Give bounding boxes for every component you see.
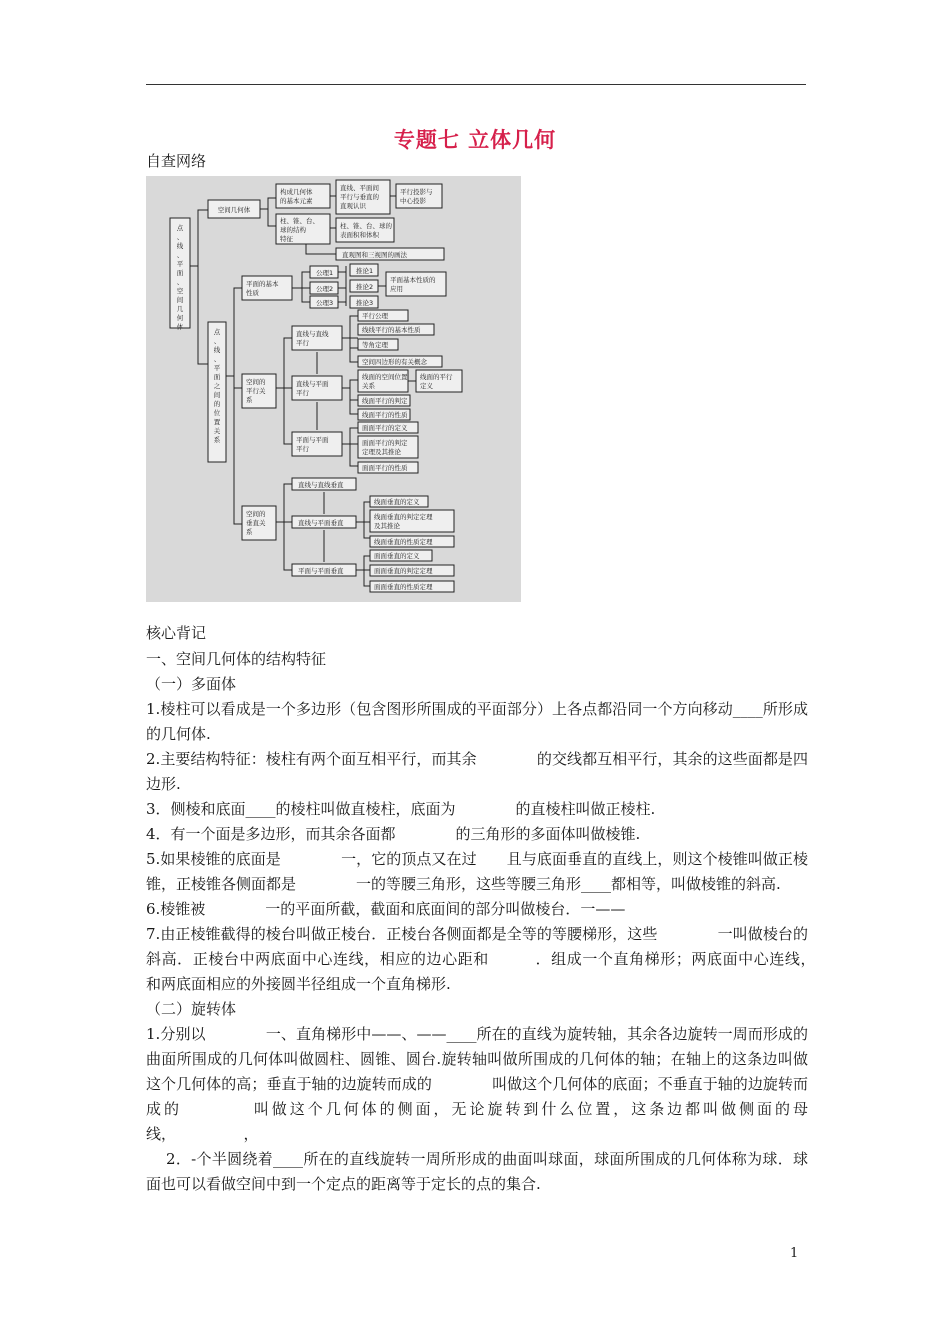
- diagram-label-projection: 平行投影与中心投影: [400, 188, 433, 205]
- diagram-label-ll-prop: 线线平行的基本性质: [362, 326, 421, 334]
- section-network-heading: 自查网络: [146, 152, 207, 170]
- diagram-label-axiom1: 公理1: [316, 269, 334, 277]
- diagram-label-structure: 柱、锥、台、球的结构特征: [280, 217, 319, 243]
- diagram-label-pp-prop: 面面平行的性质: [362, 464, 408, 472]
- diagram-label-equal-angle: 等角定理: [362, 341, 388, 349]
- diagram-label-pp-perp: 平面与平面垂直: [298, 567, 344, 575]
- diagram-label-root: 点、线、平面、空间几何体: [176, 224, 184, 331]
- page-number: 1: [790, 1246, 799, 1261]
- paragraph-1: 1.棱柱可以看成是一个多边形（包含图形所围成的平面部分）上各点都沿同一个方向移动____所形成的几何体.: [146, 700, 808, 743]
- diagram-label-ppp-judge: 面面垂直的判定定理: [374, 567, 433, 575]
- diagram-label-cor2: 推论2: [356, 283, 374, 291]
- diagram-label-ll-perp: 直线与直线垂直: [298, 481, 344, 489]
- diagram-label-lp-par: 直线与平面平行: [296, 380, 329, 397]
- paragraph-5: 5.如果棱锥的底面是 一，它的顶点又在过 且与底面垂直的直线上，则这个棱锥叫做正棱锥，正棱锥各侧面都是 一的等腰三角形，这些等腰三角形____都相等，叫做棱锥的斜高.: [146, 850, 808, 893]
- paragraph-rot-1: 1.分别以 一、直角梯形中——、——____所在的直线为旋转轴，其余各边旋转一周而形成的曲面所围成的几何体叫做圆柱、圆锥、圆台.旋转轴叫做所围成的几何体的轴；在轴上的这条边叫做这个几何体的高；垂直于轴的边旋转而成的 叫做这个几何体的底面；不垂直于轴的边旋转而成的 叫做这个几何体的侧面，无论旋转到什么位置，这条边都叫做侧面的母线， ，: [146, 1025, 808, 1143]
- diagram-label-surface-volume: 柱、锥、台、球的表面积和体积: [340, 222, 392, 239]
- paragraph-2: 2.主要结构特征：棱柱有两个面互相平行，而其余 的交线都互相平行，其余的这些面都是四边形.: [146, 750, 808, 793]
- diagram-label-spatial: 空间几何体: [217, 206, 251, 214]
- diagram-label-plane-basic: 平面的基本性质: [246, 280, 279, 297]
- diagram-label-pp-def: 面面平行的定义: [362, 424, 408, 432]
- subheading-rotation: （二）旋转体: [146, 1000, 237, 1018]
- paragraph-rot-2: 2．-个半圆绕着____所在的直线旋转一周所形成的曲面叫球面，球面所围成的几何体称为球．球面也可以看做空间中到一个定点的距离等于定长的点的集合.: [146, 1150, 808, 1193]
- document-body: [146, 647, 869, 1197]
- diagram-label-parallel: 空间的平行关系: [246, 378, 266, 404]
- diagram-label-cor1: 推论1: [356, 267, 374, 275]
- diagram-label-parallel-perp: 直线、平面间平行与垂直的直观认识: [340, 184, 379, 210]
- paragraph-4: 4．有一个面是多边形，而其余各面都 的三角形的多面体叫做棱锥.: [146, 825, 641, 843]
- diagram-label-axiom2: 公理2: [316, 285, 334, 293]
- diagram-label-ppp-prop: 面面垂直的性质定理: [374, 583, 433, 591]
- diagram-label-pp-par: 平面与平面平行: [296, 436, 329, 453]
- paragraph-7: 7.由正棱锥截得的棱台叫做正棱台．正棱台各侧面都是全等的等腰梯形，这些 一叫做棱台的斜高．正棱台中两底面中心连线，相应的边心距和 ．组成一个直角梯形；两底面中心连线， 和两底面相应的外接圆半径组成一个直角梯形.: [146, 925, 869, 993]
- diagram-label-three-view: 直观图和三视图的画法: [342, 251, 407, 259]
- diagram-label-lp-def: 线面的平行定义: [420, 373, 453, 390]
- paragraph-6: 6.棱锥被 一的平面所截，截面和底面间的部分叫做棱台．一——: [146, 900, 626, 918]
- concept-map-diagram: [146, 176, 521, 602]
- diagram-label-axiom3: 公理3: [316, 299, 334, 307]
- diagram-label-basic-elements: 构成几何体的基本元素: [280, 188, 313, 205]
- paragraph-3: 3．侧棱和底面____的棱柱叫做直棱柱，底面为 的直棱柱叫做正棱柱.: [146, 800, 656, 818]
- diagram-label-apply: 平面基本性质的应用: [390, 276, 436, 293]
- diagram-label-axiom-par: 平行公理: [362, 312, 388, 320]
- diagram-label-ll-par: 直线与直线平行: [296, 330, 329, 347]
- diagram-label-ppp-def: 面面垂直的定义: [374, 552, 420, 560]
- diagram-label-pp-judge: 面面平行的判定定理及其推论: [362, 439, 408, 456]
- diagram-label-lp-pos: 线面的空间位置关系: [362, 373, 408, 390]
- header-rule: [146, 84, 806, 85]
- diagram-label-lp-prop: 线面平行的性质: [362, 411, 408, 419]
- diagram-label-lp-perp: 直线与平面垂直: [298, 519, 344, 527]
- diagram-label-lpp-judge: 线面垂直的判定定理及其推论: [374, 513, 433, 530]
- page-title: 专题七 立体几何: [393, 128, 557, 152]
- diagram-label-quad: 空间四边形的有关概念: [362, 358, 427, 366]
- heading-structure: 一、空间几何体的结构特征: [146, 650, 327, 668]
- diagram-label-positional: 点、线、平面之间的位置关系: [213, 328, 221, 444]
- subheading-polyhedron: （一）多面体: [146, 675, 237, 693]
- diagram-label-perp: 空间的垂直关系: [246, 510, 266, 536]
- diagram-label-lpp-prop: 线面垂直的性质定理: [374, 538, 433, 546]
- diagram-label-lpp-def: 线面垂直的定义: [374, 498, 420, 506]
- diagram-label-lp-judge: 线面平行的判定: [362, 397, 408, 405]
- section-core-heading: 核心背记: [146, 624, 207, 642]
- diagram-label-cor3: 推论3: [356, 299, 374, 307]
